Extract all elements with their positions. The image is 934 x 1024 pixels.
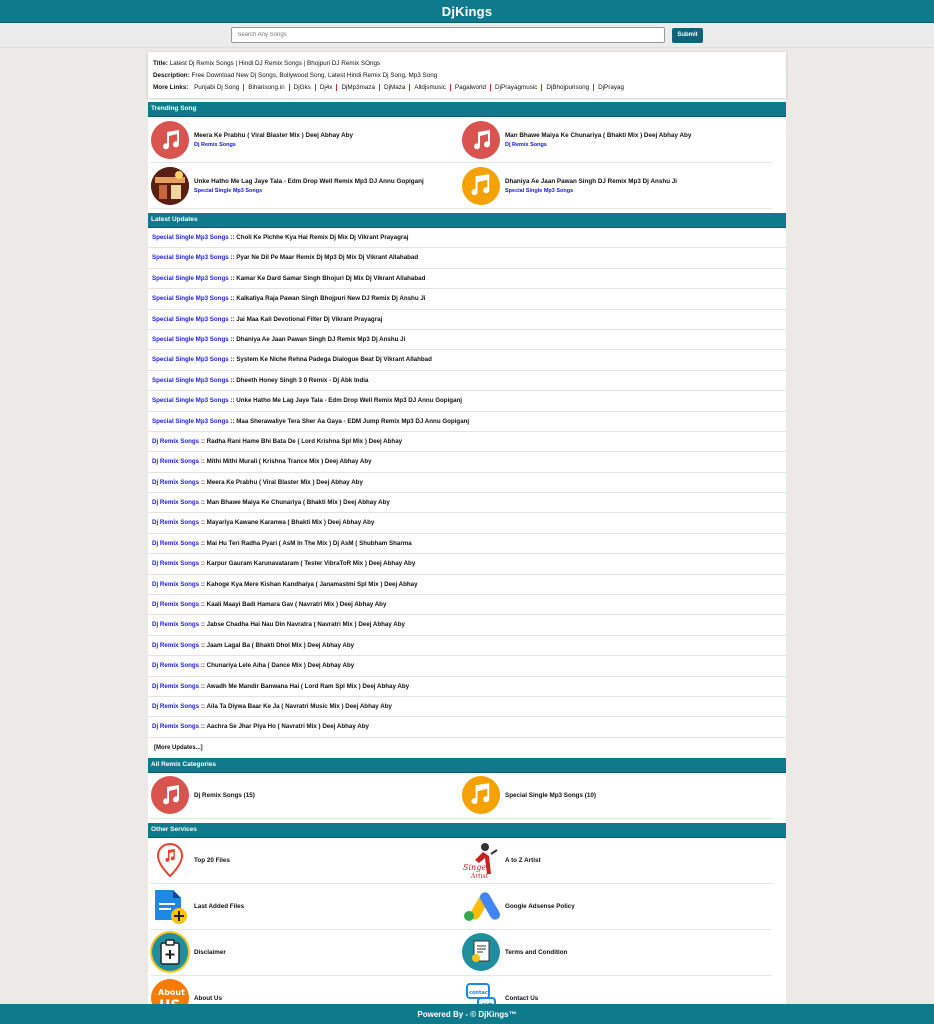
list-item-separator: ::	[228, 295, 237, 303]
svg-text:Singer: Singer	[463, 863, 490, 873]
add-file-icon	[150, 886, 190, 926]
terms-document-icon	[461, 932, 501, 972]
list-item-title[interactable]: Dheeth Honey Singh 3 0 Remix - Dj Abk India	[236, 376, 369, 384]
list-item[interactable]	[148, 432, 786, 452]
list-item[interactable]	[148, 493, 786, 513]
list-item-category[interactable]: Special Single Mp3 Songs	[152, 356, 229, 364]
list-item-title[interactable]: System Ke Niche Rehna Padega Dialogue Beat Dj Vikrant Allahbad	[236, 356, 432, 364]
list-item[interactable]	[148, 697, 786, 717]
more-link[interactable]: Biharisong.in	[243, 84, 288, 91]
list-item-separator: ::	[199, 519, 207, 527]
list-item-separator: ::	[199, 662, 207, 670]
category-label[interactable]: Dj Remix Songs (15)	[194, 791, 255, 799]
list-item-title[interactable]: Kalkatiya Raja Pawan Singh Bhojpuri New DJ Remix Dj Anshu Ji	[236, 295, 426, 303]
list-item-category[interactable]: Dj Remix Songs	[152, 662, 200, 670]
list-item-separator: ::	[199, 580, 207, 588]
service-text	[194, 995, 222, 1002]
list-item-title[interactable]: Kahoge Kya Mere Kishan Kandhaiya ( Janamastmi Spl Mix ) Deej Abhay	[206, 580, 418, 588]
more-link[interactable]: Pagalworld	[450, 84, 490, 91]
list-item-category[interactable]: Dj Remix Songs	[152, 601, 200, 609]
list-item-category[interactable]: Dj Remix Songs	[152, 519, 200, 527]
trending-category[interactable]: Special Single Mp3 Songs	[505, 187, 574, 194]
list-item-title[interactable]: Jabse Chadha Hai Nau Din Navratra ( Navratri Mix ) Deej Abhay Aby	[206, 621, 405, 629]
clipboard-icon	[150, 932, 190, 972]
service-item[interactable]	[461, 838, 772, 884]
service-label[interactable]: About Us	[194, 994, 222, 1002]
more-link[interactable]: Punjabi Dj Song	[194, 84, 240, 91]
categories-grid	[148, 773, 786, 819]
list-item-title[interactable]: Choli Ke Pichhe Kya Hai Remix Dj Mix Dj Vikrant Prayagraj	[236, 234, 409, 241]
latest-list	[148, 228, 786, 738]
search-input[interactable]	[231, 27, 665, 43]
album-art-icon	[150, 166, 190, 206]
list-item[interactable]	[148, 371, 786, 391]
trending-category[interactable]: Special Single Mp3 Songs	[194, 187, 263, 194]
list-item[interactable]	[148, 248, 786, 268]
list-item[interactable]	[148, 330, 786, 350]
music-notes-orange-icon	[461, 166, 501, 206]
trending-title[interactable]: Man Bhawe Maiya Ke Chunariya ( Bhakti Mix ) Deej Abhay Aby	[505, 131, 692, 139]
list-item-category[interactable]: Special Single Mp3 Songs	[152, 274, 229, 282]
list-item[interactable]	[148, 473, 786, 493]
trending-item[interactable]	[461, 163, 772, 209]
music-notes-orange-icon	[461, 775, 501, 815]
list-item-title[interactable]: Pyar Ne Dil Pe Maar Remix Dj Mp3 Dj Mix Dj Vikrant Allahabad	[236, 254, 419, 262]
list-item-separator: ::	[228, 397, 237, 405]
list-item-category[interactable]: Special Single Mp3 Songs	[152, 254, 229, 262]
site-footer: Powered By - © DjKings™	[0, 1004, 934, 1024]
service-text	[505, 949, 568, 956]
list-item-category[interactable]: Dj Remix Songs	[152, 723, 200, 731]
list-item[interactable]	[148, 717, 786, 737]
list-item-title[interactable]: Meera Ke Prabhu ( Viral Blaster Mix ) Deej Abhay Aby	[206, 478, 363, 486]
list-item-category[interactable]: Dj Remix Songs	[152, 702, 200, 710]
list-item-category[interactable]: Special Single Mp3 Songs	[152, 417, 229, 425]
list-item-category[interactable]: Dj Remix Songs	[152, 682, 200, 690]
info-title-value: Latest Dj Remix Songs | Hindi DJ Remix Songs | Bhojpuri DJ Remix SOngs	[169, 60, 381, 67]
service-label[interactable]: Terms and Condition	[505, 948, 568, 956]
list-item-title[interactable]: Mai Hu Teri Radha Pyari ( AsM In The Mix ) Dj AsM ( Shubham Sharma	[206, 539, 412, 547]
trending-title[interactable]: Meera Ke Prabhu ( Viral Blaster Mix ) Deej Abhay Aby	[194, 131, 353, 139]
category-text	[505, 792, 596, 799]
list-item[interactable]	[148, 534, 786, 554]
list-item[interactable]	[148, 656, 786, 676]
list-item-category[interactable]: Dj Remix Songs	[152, 437, 200, 445]
list-item-separator: ::	[199, 437, 207, 445]
site-info-box	[148, 52, 786, 98]
list-item-title[interactable]: Kamar Ke Dard Samar Singh Bhojuri Dj Mix Dj Vikrant Allahabad	[236, 274, 426, 282]
search-bar	[0, 23, 934, 48]
submit-button[interactable]: Submit	[672, 28, 702, 43]
list-item-separator: ::	[199, 478, 207, 486]
list-item[interactable]	[148, 289, 786, 309]
list-item-category[interactable]: Dj Remix Songs	[152, 560, 200, 568]
list-item-title[interactable]: Jaam Lagal Ba ( Bhakti Dhol Mix ) Deej Abhay Aby	[206, 641, 355, 649]
list-item-category[interactable]: Dj Remix Songs	[152, 458, 200, 466]
trending-text	[194, 132, 353, 148]
list-item-title[interactable]: Mithi Mithi Murali ( Krishna Trance Mix ) Deej Abhay Aby	[206, 458, 372, 466]
category-label[interactable]: Special Single Mp3 Songs (10)	[505, 791, 596, 799]
list-item-category[interactable]: Special Single Mp3 Songs	[152, 397, 229, 405]
list-item-title[interactable]: Chunariya Lele Aiha ( Dance Mix ) Deej Abhay Aby	[206, 662, 355, 670]
more-link[interactable]: DjPrayag	[593, 84, 628, 91]
category-item[interactable]	[461, 773, 772, 819]
list-item-separator: ::	[199, 621, 207, 629]
more-links-label: More Links:	[153, 84, 189, 91]
list-item-category[interactable]: Dj Remix Songs	[152, 641, 200, 649]
svg-text:Artist: Artist	[471, 873, 489, 881]
service-text	[505, 857, 541, 864]
list-item[interactable]	[148, 677, 786, 697]
list-item-separator: ::	[228, 254, 237, 262]
list-item-separator: ::	[199, 723, 207, 731]
list-item-separator: ::	[199, 702, 207, 710]
list-item-category[interactable]: Dj Remix Songs	[152, 580, 200, 588]
music-note-red-icon	[461, 120, 501, 160]
list-item-separator: ::	[228, 417, 237, 425]
list-item-title[interactable]: Aila Ta Diywa Baar Ke Ja ( Navratri Music Mix ) Deej Abhay Aby	[206, 702, 392, 710]
service-text	[194, 903, 244, 910]
list-item-separator: ::	[199, 641, 207, 649]
list-item-category[interactable]: Special Single Mp3 Songs	[152, 315, 229, 323]
info-desc-row	[153, 70, 781, 82]
list-item[interactable]	[148, 269, 786, 289]
category-item[interactable]	[150, 773, 461, 819]
trending-title[interactable]: Dhaniya Ae Jaan Pawan Singh DJ Remix Mp3 Dj Anshu Ji	[505, 177, 678, 185]
list-item-category[interactable]: Special Single Mp3 Songs	[152, 234, 229, 241]
list-item-title[interactable]: Kaali Maayi Badi Hamara Gav ( Navratri Mix ) Deej Abhay Aby	[206, 601, 387, 609]
list-item-separator: ::	[199, 560, 207, 568]
list-item-separator: ::	[199, 458, 207, 466]
trending-grid	[148, 117, 786, 209]
list-item[interactable]	[148, 513, 786, 533]
service-item[interactable]	[461, 884, 772, 930]
list-item-separator: ::	[228, 315, 237, 323]
trending-heading: Trending Song	[148, 102, 786, 117]
list-item[interactable]	[148, 554, 786, 574]
trending-item[interactable]	[461, 117, 772, 163]
more-link[interactable]: DjBhojpurisong	[541, 84, 593, 91]
list-item[interactable]	[148, 310, 786, 330]
list-item-separator: ::	[199, 539, 207, 547]
list-item-title[interactable]: Unke Hatho Me Lag Jaye Tala - Edm Drop Well Remix Mp3 DJ Annu Gopiganj	[236, 397, 463, 405]
list-item-separator: ::	[199, 682, 207, 690]
info-title-row	[153, 58, 781, 70]
list-item[interactable]	[148, 350, 786, 370]
list-item-title[interactable]: Karpur Gauram Karunavataram ( Tester VibraToR Mix ) Deej Abhay Aby	[206, 560, 416, 568]
services-heading: Other Services	[148, 823, 786, 838]
info-desc-label: Description:	[153, 72, 190, 79]
service-label[interactable]: Google Adsense Policy	[505, 902, 575, 910]
google-ads-icon	[461, 886, 501, 926]
latest-heading: Latest Updates	[148, 213, 786, 228]
service-text	[194, 949, 226, 956]
service-item[interactable]	[461, 930, 772, 976]
service-item[interactable]	[150, 884, 461, 930]
service-label[interactable]: Contact Us	[505, 994, 539, 1002]
main-content	[148, 52, 786, 1022]
category-text	[194, 792, 255, 799]
list-item-title[interactable]: Man Bhawe Maiya Ke Chunariya ( Bhakti Mix ) Deej Abhay Aby	[206, 499, 390, 507]
service-text	[194, 857, 230, 864]
list-item-category[interactable]: Special Single Mp3 Songs	[152, 335, 229, 343]
trending-text	[505, 178, 677, 194]
list-item-separator: ::	[228, 234, 237, 241]
service-item[interactable]	[150, 838, 461, 884]
info-desc-value: Free Download New Dj Songs, Bollywood Song, Latest Hindi Remix Dj Song, Mp3 Song	[191, 72, 438, 79]
more-updates-link[interactable]: [More Updates...]	[154, 744, 203, 751]
list-item[interactable]	[148, 575, 786, 595]
list-item-category[interactable]: Dj Remix Songs	[152, 539, 200, 547]
list-item-category[interactable]: Special Single Mp3 Songs	[152, 376, 229, 384]
site-header	[0, 0, 934, 23]
svg-text:About: About	[158, 988, 185, 998]
list-item-category[interactable]: Dj Remix Songs	[152, 499, 200, 507]
list-item[interactable]	[148, 636, 786, 656]
trending-item[interactable]	[150, 163, 461, 209]
trending-item[interactable]	[150, 117, 461, 163]
more-link[interactable]: Dj4x	[315, 84, 337, 91]
list-item-title[interactable]: Awadh Me Mandir Banwana Hai ( Lord Ram Spl Mix ) Deej Abhay Aby	[206, 682, 410, 690]
more-link[interactable]: DjMp3maza	[336, 84, 379, 91]
list-item[interactable]	[148, 228, 786, 248]
singer-artist-icon	[461, 840, 501, 880]
list-item-title[interactable]: Aachra Se Jhar Piya Ho ( Navratri Mix ) Deej Abhay Aby	[206, 723, 369, 731]
list-item[interactable]	[148, 412, 786, 432]
music-note-red-icon	[150, 120, 190, 160]
music-pin-icon	[150, 840, 190, 880]
svg-text:contact: contact	[469, 990, 491, 997]
list-item-title[interactable]: Maa Sherawaliye Tera Sher Aa Gaya - EDM Jump Remix Mp3 DJ Annu Gopiganj	[236, 417, 470, 425]
trending-category[interactable]: Dj Remix Songs	[194, 141, 236, 148]
list-item-separator: ::	[228, 274, 237, 282]
list-item[interactable]	[148, 595, 786, 615]
more-links-row	[153, 82, 781, 94]
list-item[interactable]	[148, 391, 786, 411]
list-item-separator: ::	[228, 376, 237, 384]
list-item-separator: ::	[199, 601, 207, 609]
music-note-red-icon	[150, 775, 190, 815]
list-item-separator: ::	[228, 335, 237, 343]
trending-category[interactable]: Dj Remix Songs	[505, 141, 547, 148]
list-item-title[interactable]: Jai Maa Kali Devotional Filter Dj Vikrant Prayagraj	[236, 315, 383, 323]
more-link[interactable]: Alldjsmusic	[409, 84, 450, 91]
service-label[interactable]: Disclaimer	[194, 948, 226, 956]
service-item[interactable]	[150, 930, 461, 976]
list-item-separator: ::	[199, 499, 207, 507]
site-logo[interactable]: DjKings	[441, 3, 493, 19]
list-item-category[interactable]: Special Single Mp3 Songs	[152, 295, 229, 303]
trending-title[interactable]: Unke Hatho Me Lag Jaye Tala - Edm Drop Well Remix Mp3 DJ Annu Gopiganj	[194, 177, 424, 185]
list-item-category[interactable]: Dj Remix Songs	[152, 621, 200, 629]
service-label[interactable]: A to Z Artist	[505, 856, 541, 864]
list-item-category[interactable]: Dj Remix Songs	[152, 478, 200, 486]
list-item-title[interactable]: Mayariya Kawane Karanwa ( Bhakti Mix ) Deej Abhay Aby	[206, 519, 375, 527]
service-text	[505, 903, 575, 910]
more-link[interactable]: DjMaza	[379, 84, 409, 91]
trending-text	[505, 132, 691, 148]
list-item-title[interactable]: Radha Rani Hame Bhi Bata De ( Lord Krishna Spl Mix ) Deej Abhay	[206, 437, 403, 445]
service-label[interactable]: Last Added Files	[194, 902, 245, 910]
info-title-label: Title:	[153, 60, 168, 67]
services-grid	[148, 838, 786, 1022]
more-link[interactable]: DjPrayagmusic	[490, 84, 541, 91]
categories-heading: All Remix Categories	[148, 758, 786, 773]
more-link[interactable]: DjGks	[289, 84, 315, 91]
service-label[interactable]: Top 20 Files	[194, 856, 230, 864]
service-text	[505, 995, 538, 1002]
trending-text	[194, 178, 424, 194]
list-item[interactable]	[148, 615, 786, 635]
list-item[interactable]	[148, 452, 786, 472]
list-item-title[interactable]: Dhaniya Ae Jaan Pawan Singh DJ Remix Mp3 Dj Anshu Ji	[236, 335, 406, 343]
list-item-separator: ::	[228, 356, 237, 364]
